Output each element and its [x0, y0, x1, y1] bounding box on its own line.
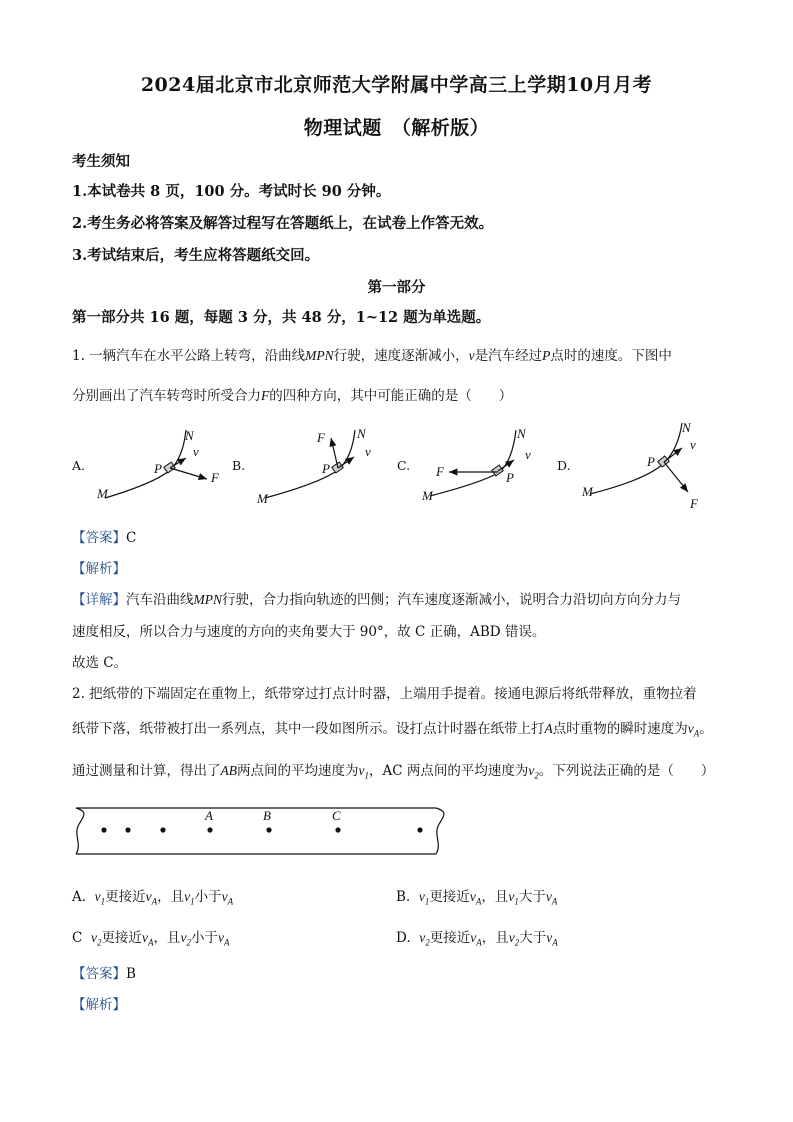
q1-option-a-label-v: v — [193, 444, 199, 459]
q1-option-c-car — [492, 465, 503, 476]
q1-option-d-label-f: F — [690, 496, 698, 511]
q1-option-b-velocity-arrow — [338, 457, 354, 468]
page-subtitle: 物理试题 （解析版） — [303, 117, 490, 139]
part-description: 第一部分共 16 题，每题 3 分，共 48 分，1~12 题为单选题。 — [72, 309, 491, 326]
q1-option-c-label-v: v — [525, 447, 531, 462]
q2-answer: 【答案】B — [72, 966, 136, 982]
q1-option-b-trajectory — [265, 430, 355, 498]
q2-stem-line3: 通过测量和计算，得出了AB两点间的平均速度为$v_1$，AC 两点间的平均速度为$v_2$。下列说法正确的是（ ） — [72, 763, 715, 781]
q2-option-b: B. $v_1$更接近$v_A$，且$v_1$大于$v_A$ — [396, 889, 558, 907]
q1-option-b-label-v: v — [365, 444, 371, 459]
q1-option-a-diagram — [71, 428, 220, 501]
q1-analysis-tag: 【解析】 — [72, 561, 126, 577]
q1-option-d-label-v: v — [690, 437, 696, 452]
notice-item-1: 1.本试卷共 8 页，100 分。考试时长 90 分钟。 — [72, 183, 391, 200]
q2-tape-dot — [417, 827, 422, 832]
q1-option-c-diagram — [397, 426, 531, 503]
q1-options-figure — [60, 418, 740, 518]
q1-option-d-force-arrow — [664, 462, 688, 492]
q1-option-d-diagram — [557, 420, 699, 511]
q1-option-b-label-f: F — [317, 430, 325, 445]
q1-option-b-force-arrow — [331, 438, 338, 468]
q2-tape-dot — [125, 827, 130, 832]
q2-analysis-tag: 【解析】 — [72, 997, 126, 1013]
page-title: 2024届北京市北京师范大学附属中学高三上学期10月月考 — [140, 74, 653, 96]
q2-tape-label-c: C — [332, 808, 341, 823]
q1-option-c-label-f: F — [436, 464, 444, 479]
q2-paper-tape-figure — [72, 798, 452, 862]
q1-option-a-point-n: N — [185, 428, 194, 443]
notice-item-2: 2.考生务必将答案及解答过程写在答题纸上，在试卷上作答无效。 — [72, 215, 494, 232]
q2-option-a: A. $v_1$更接近$v_A$，且$v_1$小于$v_A$ — [72, 889, 234, 907]
q1-detail-line2: 速度相反，所以合力与速度的方向的夹角要大于 90°，故 C 正确，ABD 错误。 — [72, 624, 546, 640]
q1-option-a-force-arrow — [170, 468, 207, 479]
q2-tape-right-edge — [436, 808, 444, 854]
q1-option-a-label-f: F — [211, 470, 219, 485]
q2-stem-line1: 2. 把纸带的下端固定在重物上，纸带穿过打点计时器，上端用手提着。接通电源后将纸带释放，重物拉着 — [72, 686, 697, 702]
part-heading: 第一部分 — [367, 279, 426, 296]
q1-option-a-point-p: P — [154, 461, 162, 476]
notice-heading: 考生须知 — [72, 153, 130, 170]
q1-option-c-point-n: N — [517, 426, 526, 441]
q2-tape-label-a: A — [205, 808, 213, 823]
q1-option-d-point-p: P — [647, 454, 655, 469]
q1-option-d-point-n: N — [682, 420, 691, 435]
q1-answer: 【答案】C — [72, 530, 137, 546]
q1-option-b-diagram — [232, 426, 371, 506]
q2-tape-dot-b — [266, 827, 271, 832]
q1-conclusion: 故选 C。 — [72, 655, 128, 671]
notice-item-3: 3.考试结束后，考生应将答题纸交回。 — [72, 247, 320, 264]
q1-detail-line1: 【详解】汽车沿曲线MPN行驶，合力指向轨迹的凹侧；汽车速度逐渐减小，说明合力沿切向方向分力与 — [72, 592, 681, 608]
q2-tape-dot — [160, 827, 165, 832]
q1-option-b-point-p: P — [322, 461, 330, 476]
q1-option-c-label: C. — [397, 458, 411, 473]
q2-tape-label-b: B — [263, 808, 271, 823]
q1-option-c-point-p: P — [506, 470, 514, 485]
q1-option-a-trajectory — [105, 430, 186, 498]
q1-option-d-point-m: M — [582, 484, 593, 499]
q1-option-b-point-m: M — [257, 491, 268, 506]
q1-option-a-car — [164, 462, 175, 473]
q1-option-c-trajectory — [430, 430, 516, 496]
q2-option-d: D. $v_2$更接近$v_A$，且$v_2$大于$v_A$ — [396, 930, 558, 948]
q2-tape-dot-c — [335, 827, 340, 832]
q1-stem-line1: 1. 一辆汽车在水平公路上转弯，沿曲线MPN行驶，速度逐渐减小，v是汽车经过P点时的速度。下图中 — [72, 348, 672, 364]
q1-stem-line2: 分别画出了汽车转弯时所受合力F的四种方向，其中可能正确的是（ ） — [72, 388, 513, 404]
q1-option-c-point-m: M — [422, 488, 433, 503]
q2-tape-dot — [101, 827, 106, 832]
q1-option-a-label: A. — [72, 458, 86, 473]
q1-option-d-label: D. — [557, 458, 571, 473]
q1-option-b-label: B. — [232, 458, 246, 473]
q2-tape-left-edge — [76, 808, 84, 854]
q2-stem-line2: 纸带下落，纸带被打出一系列点，其中一段如图所示。设打点计时器在纸带上打A点时重物的瞬时速度为$v_A$。 — [72, 721, 713, 739]
q2-option-c: C $v_2$更接近$v_A$，且$v_2$小于$v_A$ — [72, 930, 230, 948]
q1-option-a-point-m: M — [97, 486, 108, 501]
q1-option-b-point-n: N — [357, 426, 366, 441]
q2-tape-dot-a — [207, 827, 212, 832]
